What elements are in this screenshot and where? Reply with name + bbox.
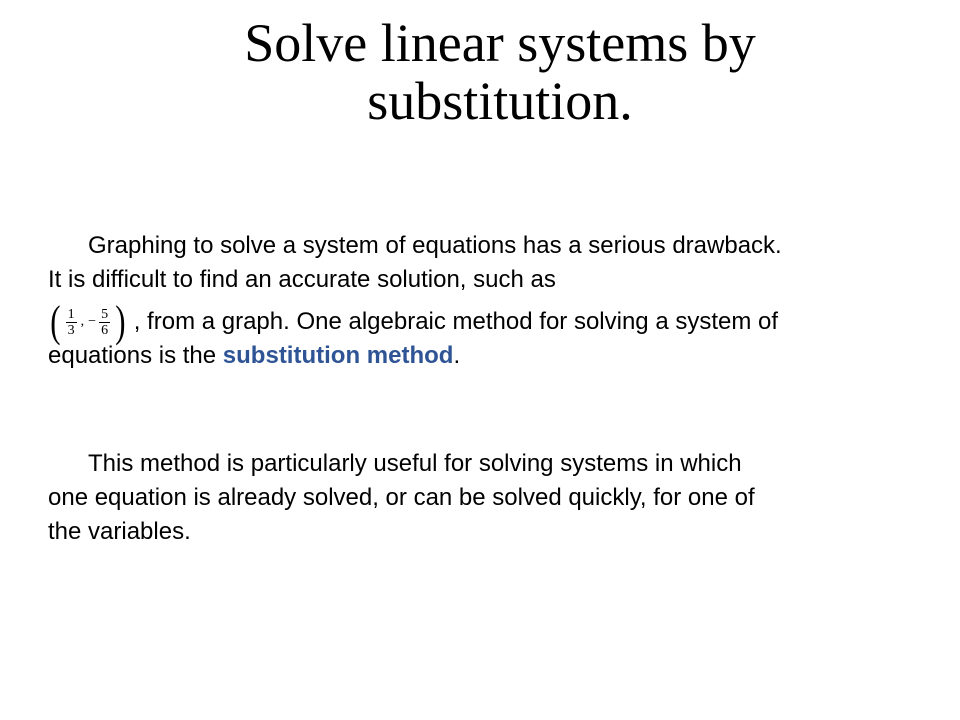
- x-denominator: 3: [67, 322, 75, 338]
- x-fraction: [66, 307, 77, 338]
- paragraph-line: This method is particularly useful for solving systems in which: [88, 450, 742, 477]
- coordinate-separator: ,: [80, 314, 85, 329]
- text-before-highlight: equations is the: [48, 342, 223, 369]
- paragraph-line-with-coordinate: [48, 297, 928, 346]
- slide-title: Solve linear systems by substitution.: [244, 13, 756, 131]
- paragraph-text-after-coordinate: , from a graph. One algebraic method for solving a system of: [133, 308, 779, 335]
- substitution-method-term: substitution method: [222, 342, 454, 369]
- left-paren: (: [50, 297, 61, 346]
- paragraph-line: Graphing to solve a system of equations has a serious drawback.: [88, 232, 782, 259]
- paragraph-line: [48, 339, 928, 373]
- paragraph-line: the variables.: [48, 518, 191, 545]
- y-fraction: [99, 307, 110, 338]
- y-sign: −: [88, 314, 97, 329]
- paragraph-drawback: [48, 229, 928, 373]
- coordinate-expression: [48, 297, 128, 346]
- text-after-highlight: .: [453, 342, 461, 369]
- right-paren: ): [115, 297, 126, 346]
- x-numerator: 1: [67, 306, 75, 322]
- y-numerator: 5: [101, 306, 109, 322]
- paragraph-line: It is difficult to find an accurate solution, such as: [48, 266, 556, 293]
- paragraph-usefulness: [48, 447, 928, 549]
- paragraph-line: one equation is already solved, or can be solved quickly, for one of: [48, 484, 755, 511]
- y-denominator: 6: [101, 322, 109, 338]
